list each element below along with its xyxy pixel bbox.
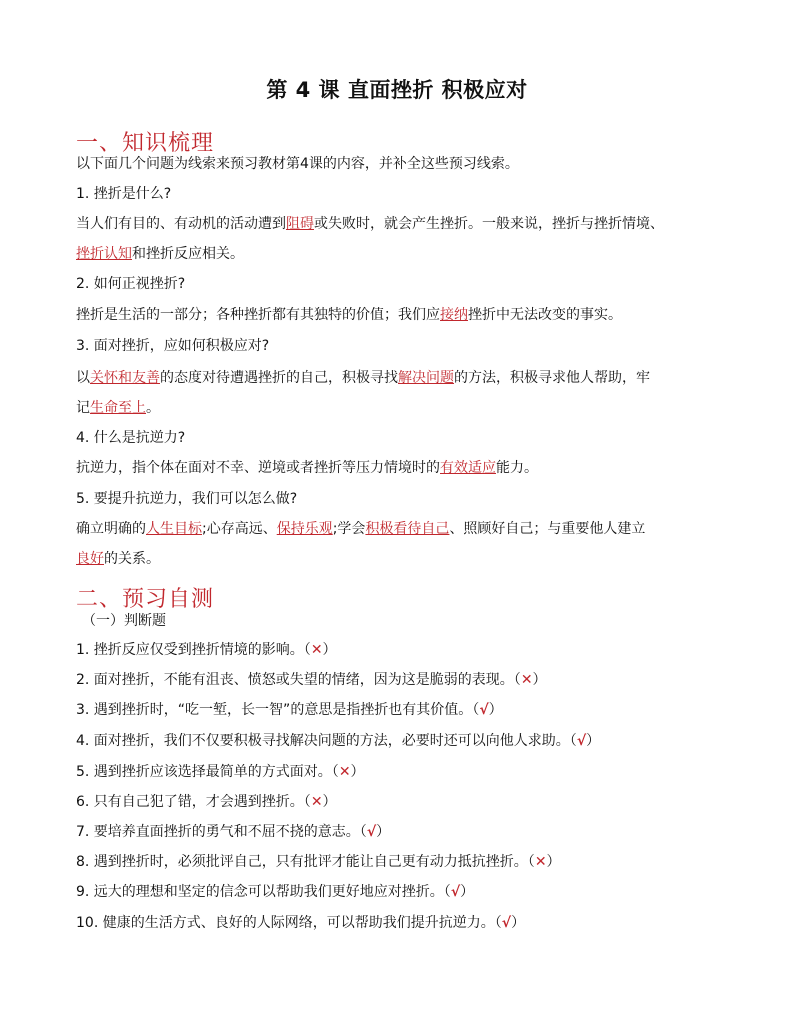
question-5: 5. 要提升抗逆力，我们可以怎么做? (76, 491, 298, 507)
section-heading-knowledge: 一、知识梳理 (76, 131, 215, 156)
judgment-item: 6. 只有自己犯了错，才会遇到挫折。（✕） (76, 794, 337, 810)
answer-3-line-2: 记生命至上。 (76, 400, 160, 416)
answer-mark: √ (479, 702, 489, 718)
blank-answer: 良好 (76, 551, 104, 567)
judgment-item: 2. 面对挫折，不能有沮丧、愤怒或失望的情绪，因为这是脆弱的表现。（✕） (76, 672, 547, 688)
judgment-item: 10. 健康的生活方式、良好的人际网络，可以帮助我们提升抗逆力。（√） (76, 915, 526, 931)
question-1: 1. 挫折是什么? (76, 186, 172, 202)
question-2: 2. 如何正视挫折? (76, 276, 186, 292)
blank-answer: 有效适应 (440, 460, 496, 476)
blank-answer: 挫折认知 (76, 246, 132, 262)
answer-1-line-1: 当人们有目的、有动机的活动遭到阻碍或失败时，就会产生挫折。一般来说，挫折与挫折情境、 (76, 216, 664, 232)
answer-mark: ✕ (338, 764, 351, 780)
answer-1-line-2: 挫折认知和挫折反应相关。 (76, 246, 244, 262)
blank-answer: 解决问题 (398, 370, 454, 386)
answer-mark: √ (576, 733, 587, 749)
blank-answer: 生命至上 (90, 400, 146, 416)
answer-3-line-1: 以关怀和友善的态度对待遭遇挫折的自己，积极寻找解决问题的方法，积极寻求他人帮助，牢 (76, 370, 650, 386)
answer-mark: ✕ (520, 672, 533, 688)
blank-answer: 关怀和友善 (90, 370, 160, 386)
answer-mark: ✕ (310, 794, 323, 810)
intro-text: 以下面几个问题为线索来预习教材第4课的内容，并补全这些预习线索。 (76, 156, 519, 172)
question-3: 3. 面对挫折，应如何积极应对? (76, 338, 270, 354)
judgment-item: 4. 面对挫折，我们不仅要积极寻找解决问题的方法，必要时还可以向他人求助。（√） (76, 733, 601, 749)
blank-answer: 阻碍 (286, 216, 314, 232)
judgment-item: 3. 遇到挫折时，“吃一堑，长一智”的意思是指挫折也有其价值。（√） (76, 702, 503, 718)
answer-mark: √ (366, 824, 377, 840)
blank-answer: 人生目标 (146, 521, 202, 537)
answer-5-line-2: 良好的关系。 (76, 551, 160, 567)
judgment-item: 1. 挫折反应仅受到挫折情境的影响。（✕） (76, 642, 337, 658)
subsection-true-false: （一）判断题 (82, 613, 166, 629)
judgment-item: 5. 遇到挫折应该选择最简单的方式面对。（✕） (76, 764, 365, 780)
answer-5-line-1: 确立明确的人生目标;心存高远、保持乐观;学会积极看待自己、照顾好自己；与重要他人建立 (76, 521, 646, 537)
answer-mark: ✕ (534, 854, 547, 870)
judgment-item: 8. 遇到挫折时，必须批评自己，只有批评才能让自己更有动力抵抗挫折。（✕） (76, 854, 561, 870)
section-heading-self-test: 二、预习自测 (76, 587, 215, 612)
answer-mark: ✕ (310, 642, 323, 658)
answer-2: 挫折是生活的一部分；各种挫折都有其独特的价值；我们应接纳挫折中无法改变的事实。 (76, 307, 622, 323)
blank-answer: 保持乐观 (276, 521, 333, 537)
judgment-item: 9. 远大的理想和坚定的信念可以帮助我们更好地应对挫折。（√） (76, 884, 475, 900)
question-4: 4. 什么是抗逆力? (76, 430, 186, 446)
judgment-item: 7. 要培养直面挫折的勇气和不屈不挠的意志。（√） (76, 824, 391, 840)
answer-4: 抗逆力，指个体在面对不幸、逆境或者挫折等压力情境时的有效适应能力。 (76, 460, 538, 476)
answer-mark: √ (501, 915, 512, 931)
answer-mark: √ (450, 884, 461, 900)
page-title: 第 4 课 直面挫折 积极应对 (266, 78, 528, 102)
blank-answer: 积极看待自己 (365, 521, 450, 537)
blank-answer: 接纳 (440, 307, 468, 323)
